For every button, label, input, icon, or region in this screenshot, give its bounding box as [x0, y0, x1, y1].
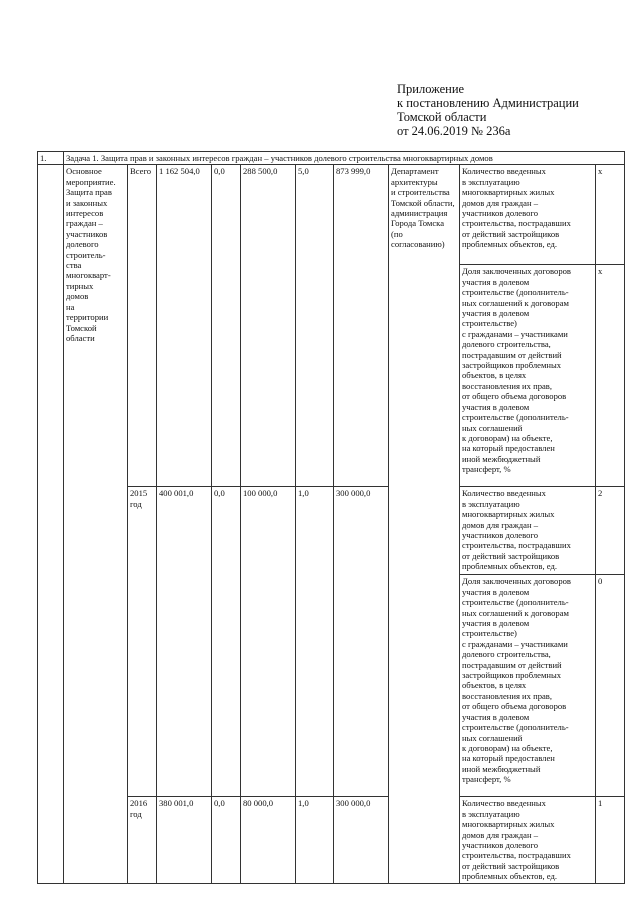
header-line-3: Томской области	[397, 110, 487, 124]
other-amount: 873 999,0	[334, 165, 389, 487]
regional-amount: 100 000,0	[241, 487, 296, 797]
header-line-1: Приложение	[397, 82, 465, 96]
total-amount: 1 162 504,0	[157, 165, 212, 487]
indicator-count-value: x	[596, 165, 625, 265]
federal-amount: 0,0	[212, 165, 241, 487]
other-amount: 300 000,0	[334, 797, 389, 883]
header-line-2: к постановлению Администрации	[397, 96, 579, 110]
local-amount: 1,0	[296, 487, 334, 797]
header-line-4: от 24.06.2019 № 236а	[397, 124, 511, 138]
indicator-share: Доля заключенных договоров участия в долевом строительстве (дополнитель- ных соглашений к договорам участия в долевом строительстве) с гражданами – участниками долевого строительства, пострадавшим от действий застройщиков проблемных объектов, в целях восстановления их прав, от общего объема договоров участия в долевом строительстве (дополнитель- ных соглашений к договорам) на объекте, на который предоставлен иной межбюджетный трансферт, %	[460, 575, 596, 797]
indicator-count: Количество введенных в эксплуатацию многоквартирных жилых домов для граждан – участников долевого строительства, пострадавших от действий застройщиков проблемных объектов, ед.	[460, 797, 596, 883]
period-label: Всего	[128, 165, 157, 487]
activity-name: Основное мероприятие. Защита прав и законных интересов граждан – участников долевого строитель- ства многокварт- тирных домов на территории Томской области	[64, 165, 128, 883]
indicator-count: Количество введенных в эксплуатацию многоквартирных жилых домов для граждан – участников долевого строительства, пострадавших от действий застройщиков проблемных объектов, ед.	[460, 487, 596, 575]
regional-amount: 288 500,0	[241, 165, 296, 487]
federal-amount: 0,0	[212, 487, 241, 797]
period-row-total	[38, 165, 625, 265]
task-row	[38, 152, 625, 165]
total-amount: 400 001,0	[157, 487, 212, 797]
indicator-count-value: 2	[596, 487, 625, 575]
regional-amount: 80 000,0	[241, 797, 296, 883]
task-number: 1.	[38, 152, 64, 165]
appendix-header	[397, 82, 579, 138]
indicator-share-value: 0	[596, 575, 625, 797]
local-amount: 5,0	[296, 165, 334, 487]
indicator-share-value: x	[596, 265, 625, 487]
indicator-count: Количество введенных в эксплуатацию многоквартирных жилых домов для граждан – участников долевого строительства, пострадавших от действий застройщиков проблемных объектов, ед.	[460, 165, 596, 265]
empty-number-cell	[38, 165, 64, 883]
federal-amount: 0,0	[212, 797, 241, 883]
other-amount: 300 000,0	[334, 487, 389, 797]
program-table	[37, 151, 625, 884]
executor: Департамент архитектуры и строительства Томской области, администрация Города Томска (по согласованию)	[389, 165, 460, 883]
task-title: Задача 1. Защита прав и законных интересов граждан – участников долевого строительства многоквартирных домов	[64, 152, 625, 165]
period-label: 2016 год	[128, 797, 157, 883]
period-label: 2015 год	[128, 487, 157, 797]
local-amount: 1,0	[296, 797, 334, 883]
total-amount: 380 001,0	[157, 797, 212, 883]
indicator-share: Доля заключенных договоров участия в долевом строительстве (дополнитель- ных соглашений к договорам участия в долевом строительстве) с гражданами – участниками долевого строительства, пострадавшим от действий застройщиков проблемных объектов, в целях восстановления их прав, от общего объема договоров участия в долевом строительстве (дополнитель- ных соглашений к договорам) на объекте, на который предоставлен иной межбюджетный трансферт, %	[460, 265, 596, 487]
indicator-count-value: 1	[596, 797, 625, 883]
